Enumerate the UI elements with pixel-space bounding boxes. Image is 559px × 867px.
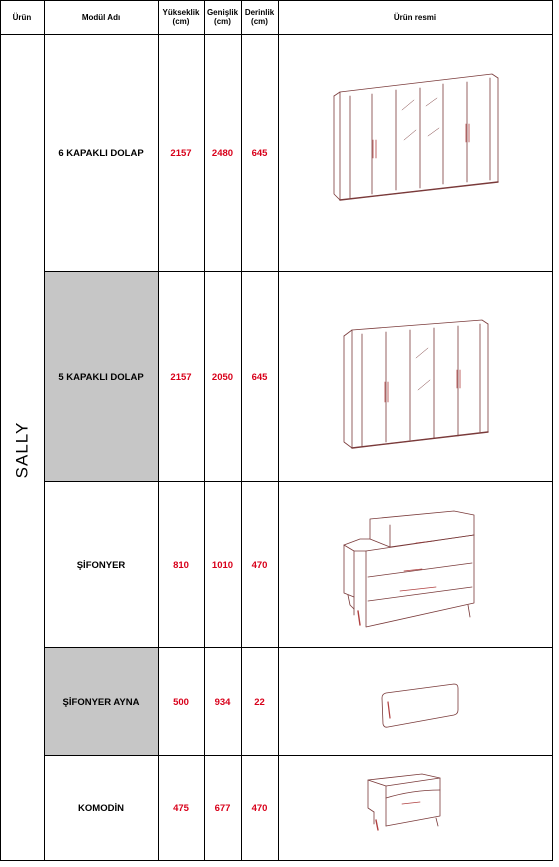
module-name: ŞİFONYER AYNA bbox=[62, 696, 140, 708]
column-divider bbox=[158, 0, 159, 861]
header-product-image: Ürün resmi bbox=[393, 12, 437, 22]
header-width: Genişlik (cm) bbox=[206, 8, 239, 26]
header-module-name: Modül Adı bbox=[81, 12, 121, 22]
six-door-wardrobe-icon bbox=[330, 70, 502, 210]
depth-value: 470 bbox=[251, 559, 268, 571]
dresser-mirror-icon bbox=[378, 680, 464, 734]
module-name: ŞİFONYER bbox=[76, 559, 126, 571]
height-value: 475 bbox=[173, 803, 189, 814]
depth-value: 22 bbox=[254, 696, 265, 708]
table-border bbox=[0, 34, 553, 35]
header-depth: Derinlik (cm) bbox=[244, 8, 275, 26]
height-value: 500 bbox=[173, 696, 189, 708]
height-value: 2157 bbox=[170, 148, 192, 159]
module-name: KOMODİN bbox=[78, 803, 124, 814]
table-border bbox=[0, 0, 1, 861]
row-divider bbox=[44, 271, 553, 272]
row-divider bbox=[44, 481, 553, 482]
table-border bbox=[0, 860, 553, 861]
height-value: 810 bbox=[173, 559, 189, 571]
depth-value: 470 bbox=[251, 803, 268, 814]
nightstand-icon bbox=[362, 770, 446, 834]
height-value: 2157 bbox=[170, 371, 192, 383]
column-divider bbox=[241, 0, 242, 861]
width-value: 2050 bbox=[211, 371, 234, 383]
column-divider bbox=[278, 0, 279, 861]
dresser-icon bbox=[338, 505, 484, 629]
row-divider bbox=[44, 647, 553, 648]
table-border bbox=[0, 0, 553, 1]
width-value: 1010 bbox=[211, 559, 234, 571]
width-value: 934 bbox=[214, 696, 231, 708]
five-door-wardrobe-icon bbox=[340, 318, 492, 456]
module-name: 5 KAPAKLI DOLAP bbox=[58, 371, 144, 383]
column-divider bbox=[204, 0, 205, 861]
row-divider bbox=[44, 755, 553, 756]
depth-value: 645 bbox=[251, 371, 268, 383]
column-divider bbox=[44, 0, 45, 861]
module-name: 6 KAPAKLI DOLAP bbox=[58, 148, 144, 159]
table-border bbox=[552, 0, 553, 861]
product-name-vertical: SALLY bbox=[12, 421, 32, 479]
width-value: 677 bbox=[214, 803, 231, 814]
header-product: Ürün bbox=[12, 12, 32, 22]
depth-value: 645 bbox=[251, 148, 268, 159]
width-value: 2480 bbox=[211, 148, 234, 159]
header-height: Yükseklik (cm) bbox=[162, 8, 200, 26]
